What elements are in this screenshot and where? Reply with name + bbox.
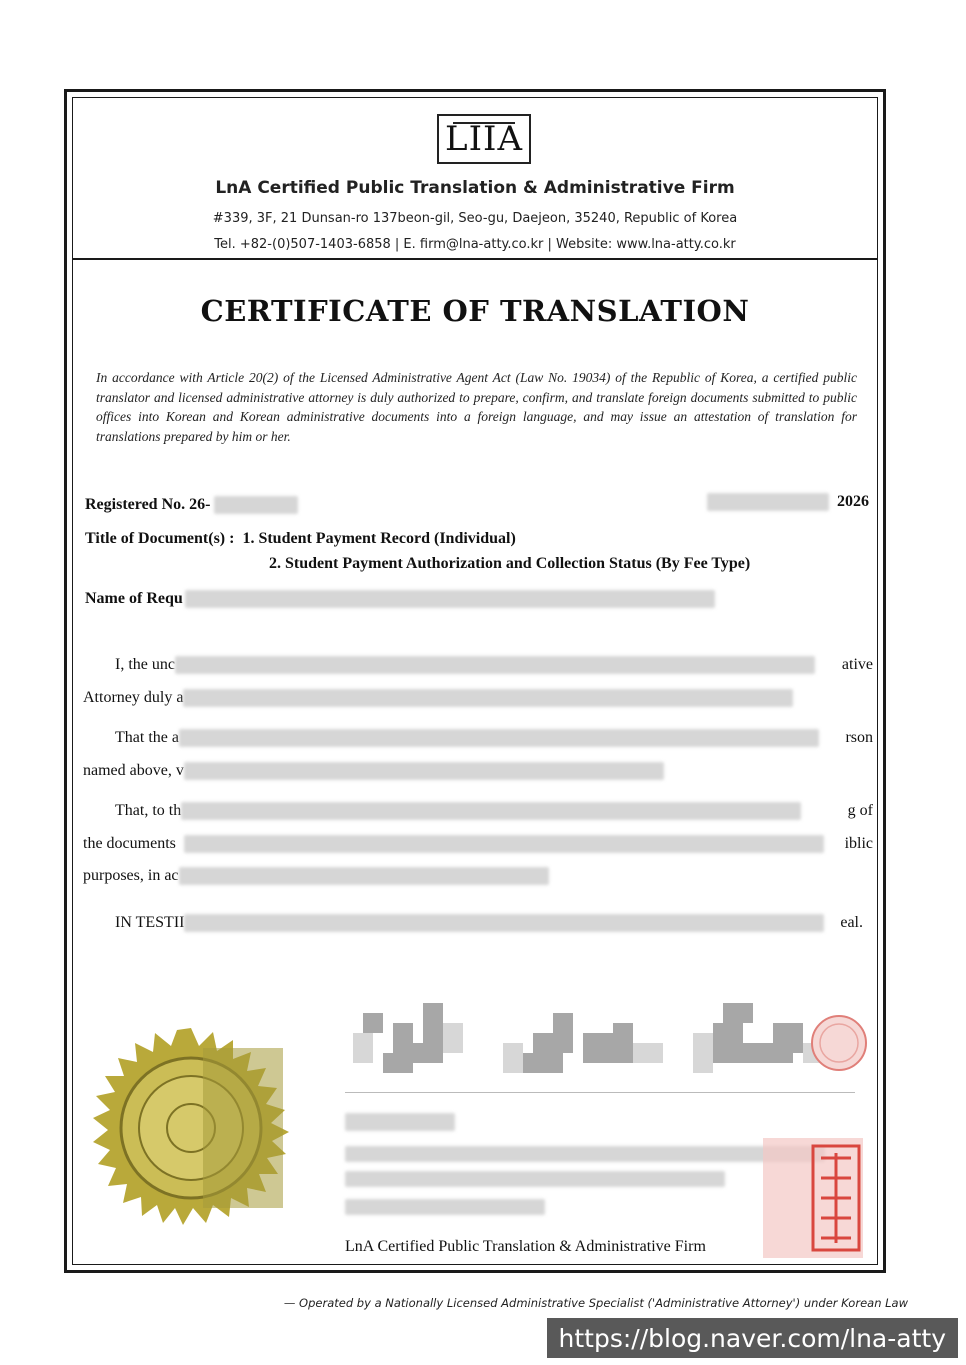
redacted-text [179, 867, 549, 885]
firm-contact: Tel. +82-(0)507-1403-6858 | E. firm@lna-atty.co.kr | Website: www.lna-atty.co.kr [214, 237, 736, 252]
logo-text: LIIA [445, 119, 523, 159]
redacted-text [184, 835, 824, 853]
body-para4-line1 [115, 914, 824, 932]
redacted-text [184, 914, 824, 932]
redacted-signer-id [345, 1199, 545, 1215]
requester-label: Name of Requ [85, 590, 183, 607]
redacted-signer-name [345, 1113, 455, 1131]
para1-text-start: I, the unc [115, 656, 175, 673]
redacted-text [181, 802, 801, 820]
document-item-1: 1. Student Payment Record (Individual) [242, 530, 516, 547]
issue-date [707, 493, 869, 511]
para3-text-end: g of [847, 802, 873, 819]
body-para2-line2 [83, 762, 664, 780]
redacted-signer-detail [345, 1171, 725, 1187]
redacted-text [183, 689, 793, 707]
certificate-inner-border [72, 97, 878, 1265]
firm-name: LnA Certified Public Translation & Administrative Firm [215, 178, 735, 198]
registered-label: Registered No. 26- [85, 496, 211, 513]
signature-line [345, 1092, 855, 1093]
firm-address: #339, 3F, 21 Dunsan-ro 137beon-gil, Seo-gu, Daejeon, 35240, Republic of Korea [212, 211, 738, 226]
redacted-requester [185, 590, 715, 608]
signature-firm-name: LnA Certified Public Translation & Administrative Firm [345, 1238, 706, 1255]
official-seal-icon [763, 1138, 863, 1258]
para3-line2-end: iblic [844, 835, 873, 852]
para2-line2-text: named above, v [83, 762, 184, 779]
operated-by-note: — Operated by a Nationally Licensed Administrative Specialist ('Administrative Attorney') under Korean Law [283, 1296, 908, 1310]
redacted-signature [353, 1003, 853, 1093]
body-para3-line1 [115, 802, 801, 820]
body-para3-line2 [83, 835, 824, 853]
document-title-line1 [85, 530, 516, 548]
registered-number [85, 496, 298, 514]
body-para2-line1 [115, 729, 819, 747]
legal-preamble: In accordance with Article 20(2) of the Licensed Administrative Agent Act (Law No. 19034) of the Republic of Korea, a certified public translator and licensed administrative attorney is duly authorized to prepare, confirm, and translate foreign documents submitted to public offices into Korean and Korean administrative documents into a foreign language, and may issue an attestation of translation for translations prepared by him or her. [96, 370, 857, 444]
para3-text-start: That, to th [115, 802, 182, 819]
para1-line2-text: Attorney duly a [83, 689, 184, 706]
redacted-text [184, 762, 664, 780]
round-stamp-icon [809, 1013, 869, 1073]
documents-label: Title of Document(s) : [85, 530, 235, 547]
name-of-requester [85, 590, 715, 608]
firm-logo [437, 114, 531, 164]
body-para1-line2 [83, 689, 793, 707]
para2-text-end: rson [845, 729, 873, 746]
redacted-text [175, 656, 815, 674]
para4-text-end: eal. [840, 914, 863, 931]
body-para1-line1 [115, 656, 815, 674]
para1-text-end: ative [841, 656, 873, 673]
date-year: 2026 [837, 493, 869, 510]
document-item-2: 2. Student Payment Authorization and Collection Status (By Fee Type) [269, 555, 751, 572]
para4-text-start: IN TESTII [115, 914, 185, 931]
certificate-title: CERTIFICATE OF TRANSLATION [200, 294, 750, 328]
redacted-date [707, 493, 829, 511]
redacted-signer-title [345, 1146, 825, 1162]
redacted-registration [214, 496, 298, 514]
body-para3-line3 [83, 867, 549, 885]
para2-text-start: That the a [115, 729, 179, 746]
letterhead [73, 98, 877, 260]
gold-seal-icon [91, 1028, 291, 1228]
blog-url-watermark: https://blog.naver.com/lna-atty [547, 1318, 958, 1358]
para3-line3-text: purposes, in ac [83, 867, 179, 884]
para3-line2-text: the documents [83, 835, 176, 852]
certificate-frame [64, 89, 886, 1273]
redacted-text [179, 729, 819, 747]
